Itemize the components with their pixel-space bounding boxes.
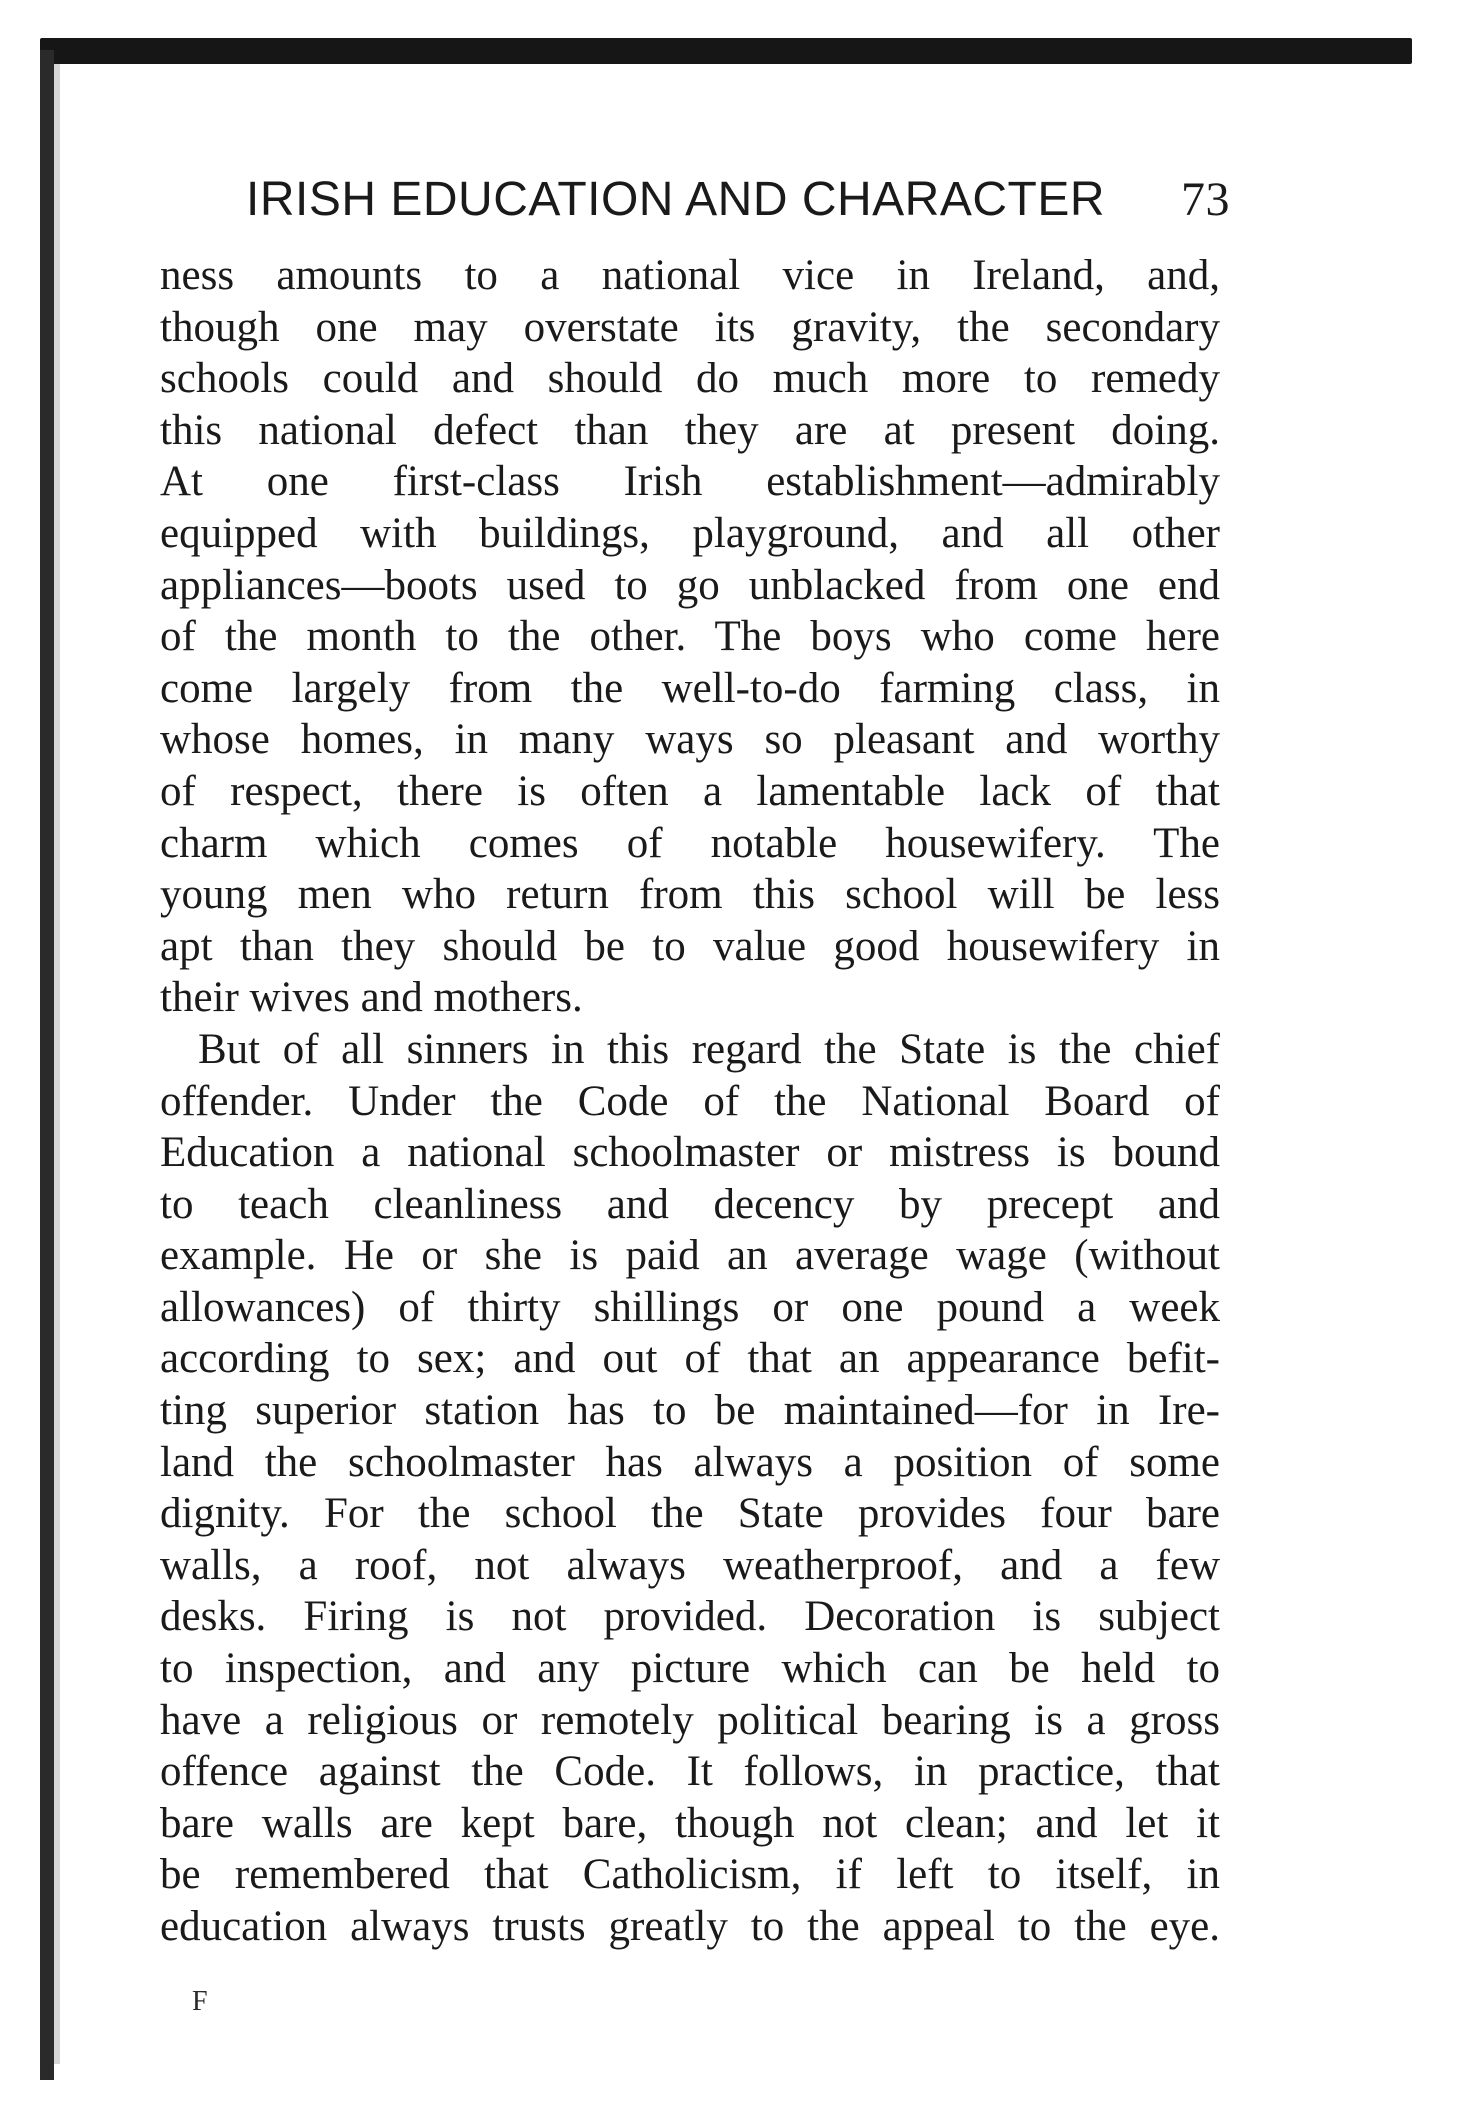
text-line: ness amounts to a national vice in Ireland, and,	[160, 252, 1220, 299]
text-line: charm which comes of notable housewifery. The	[160, 819, 1220, 867]
text-line: At one first-class Irish establishment—admirably	[160, 458, 1220, 506]
text-line: appliances—boots used to go unblacked from one end	[160, 561, 1220, 609]
scan-left-border	[40, 50, 54, 2080]
body-text	[160, 250, 1220, 1953]
text-line: to teach cleanliness and decency by precept and	[160, 1180, 1220, 1228]
signature-mark: F	[192, 1986, 208, 2017]
text-line: education always trusts greatly to the appeal to the eye.	[160, 1903, 1220, 1950]
text-line: be remembered that Catholicism, if left to itself, in	[160, 1851, 1220, 1899]
text-line: to inspection, and any picture which can be held to	[160, 1645, 1220, 1693]
text-line: young men who return from this school will be less	[160, 871, 1220, 919]
paragraph-2	[160, 1024, 1220, 1953]
text-line: walls, a roof, not always weatherproof, and a few	[160, 1541, 1220, 1589]
text-line: ting superior station has to be maintained—for in Ire-	[160, 1387, 1220, 1435]
text-line: of respect, there is often a lamentable lack of that	[160, 767, 1220, 815]
text-line: according to sex; and out of that an appearance befit-	[160, 1335, 1220, 1383]
text-line: their wives and mothers.	[160, 974, 583, 1022]
text-line: allowances) of thirty shillings or one pound a week	[160, 1283, 1220, 1331]
text-line: offence against the Code. It follows, in practice, that	[160, 1748, 1220, 1796]
text-line: equipped with buildings, playground, and all other	[160, 509, 1220, 557]
text-line: dignity. For the school the State provides four bare	[160, 1490, 1220, 1538]
text-line: land the schoolmaster has always a position of some	[160, 1438, 1220, 1486]
page-number: 73	[1181, 173, 1230, 226]
running-head	[160, 168, 1232, 234]
text-line: have a religious or remotely political bearing is a gross	[160, 1696, 1220, 1744]
text-line: of the month to the other. The boys who come here	[160, 613, 1220, 661]
scan-top-border	[40, 38, 1412, 64]
text-line: come largely from the well-to-do farming class, in	[160, 664, 1220, 712]
text-line: schools could and should do much more to remedy	[160, 355, 1220, 403]
text-line: But of all sinners in this regard the State is the chief	[198, 1025, 1220, 1073]
text-line: desks. Firing is not provided. Decoration is subject	[160, 1593, 1220, 1641]
text-line: bare walls are kept bare, though not clean; and let it	[160, 1799, 1220, 1847]
text-line: though one may overstate its gravity, the secondary	[160, 303, 1220, 351]
text-line: whose homes, in many ways so pleasant and worthy	[160, 716, 1220, 764]
text-line: Education a national schoolmaster or mistress is bound	[160, 1129, 1220, 1177]
scan-left-border-shadow	[54, 64, 60, 2064]
text-line: offender. Under the Code of the National Board of	[160, 1077, 1220, 1125]
paragraph-1	[160, 250, 1220, 1024]
running-head-title: IRISH EDUCATION AND CHARACTER	[246, 173, 1106, 226]
text-line: this national defect than they are at present doing.	[160, 406, 1220, 454]
text-line: example. He or she is paid an average wage (without	[160, 1232, 1220, 1280]
text-line: apt than they should be to value good housewifery in	[160, 922, 1220, 970]
